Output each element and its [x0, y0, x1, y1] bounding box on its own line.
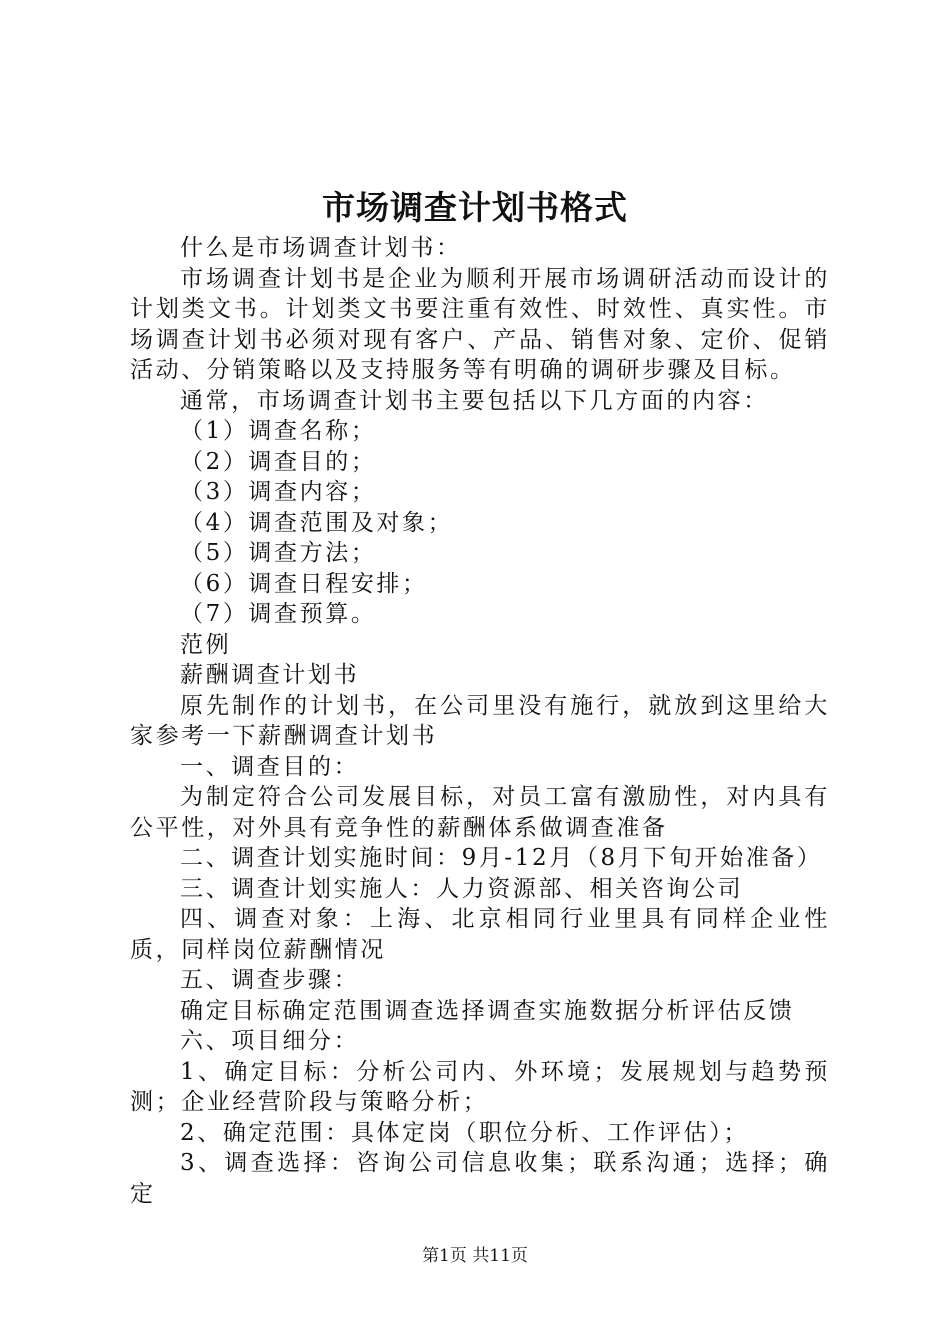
section-heading: 二、调查计划实施时间：9月-12月（8月下旬开始准备）: [180, 845, 823, 871]
paragraph: 3、调查选择：咨询公司信息收集；联系沟通；选择；确定: [130, 1150, 830, 1207]
list-item: （2）调查目的；: [180, 448, 377, 475]
document-title: 市场调查计划书格式: [322, 188, 628, 227]
list-item: （7）调查预算。: [180, 601, 377, 627]
section-heading: 四、调查对象：上海、北京相同行业里具有同样企业性质，同样岗位薪酬情况: [130, 906, 830, 963]
list-item: （1）调查名称；: [180, 418, 377, 444]
section-heading: 一、调查目的：: [180, 753, 360, 780]
section-heading: 六、项目细分：: [180, 1028, 360, 1054]
paragraph: 确定目标确定范围调查选择调查实施数据分析评估反馈: [180, 997, 795, 1024]
paragraph: 市场调查计划书是企业为顺利开展市场调研活动而设计的计划类文书。计划类文书要注重有效性、时效性、真实性。市场调查计划书必须对现有客户、产品、销售对象、定价、促销活动、分销策略以及支持服务等有明确的调研步骤及目标。: [130, 265, 830, 383]
list-item: （6）调查日程安排；: [180, 570, 428, 597]
paragraph: 什么是市场调查计划书：: [180, 235, 462, 261]
list-item: （4）调查范围及对象；: [180, 509, 454, 536]
list-item: （5）调查方法；: [180, 540, 377, 566]
paragraph: 原先制作的计划书，在公司里没有施行，就放到这里给大家参考一下薪酬调查计划书: [130, 692, 830, 749]
document-body: [130, 233, 830, 1209]
section-heading: 三、调查计划实施人：人力资源部、相关咨询公司: [180, 875, 744, 902]
paragraph: 通常，市场调查计划书主要包括以下几方面的内容：: [180, 387, 769, 414]
page-number-footer: 第1页 共11页: [422, 1246, 528, 1266]
paragraph: 为制定符合公司发展目标，对员工富有激励性，对内具有公平性，对外具有竞争性的薪酬体系做调查准备: [130, 784, 830, 841]
paragraph: 范例: [180, 631, 232, 658]
paragraph: 1、确定目标：分析公司内、外环境；发展规划与趋势预测；企业经营阶段与策略分析；: [130, 1058, 830, 1115]
paragraph: 2、确定范围：具体定岗（职位分析、工作评估）；: [180, 1119, 749, 1146]
paragraph: 薪酬调查计划书: [180, 662, 360, 688]
list-item: （3）调查内容；: [180, 479, 377, 505]
section-heading: 五、调查步骤：: [180, 967, 360, 993]
